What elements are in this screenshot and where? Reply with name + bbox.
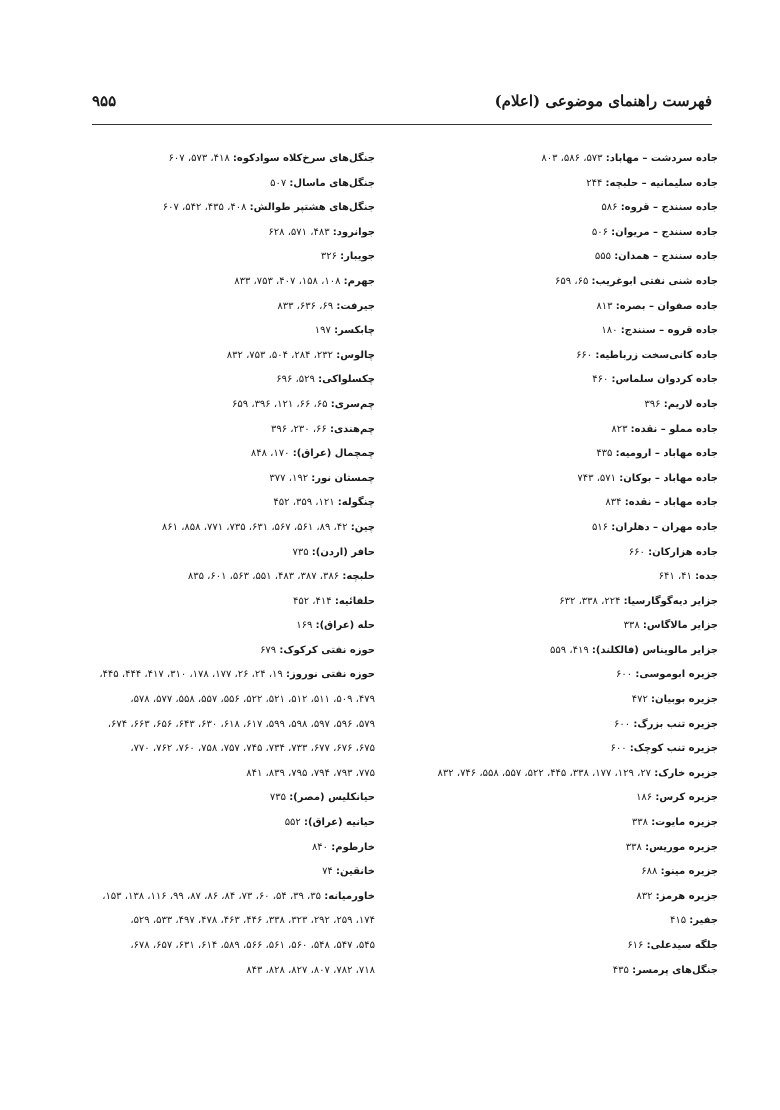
- index-entry: [393, 541, 718, 566]
- index-term: حوزه نفتی نوروز:: [285, 669, 375, 681]
- index-term: حوزه نفتی کرکوک:: [279, 644, 375, 656]
- index-term: جزیره کرس:: [655, 792, 718, 804]
- index-pages: ۳۸۶، ۳۸۷، ۴۸۳، ۵۵۱، ۵۶۳، ۶۰۱، ۸۳۵: [187, 571, 340, 583]
- page-number: ۹۵۵: [92, 92, 117, 110]
- index-pages: ۱۶۹: [296, 620, 313, 632]
- index-entry: [55, 147, 375, 172]
- index-pages: ۱۲۱، ۳۵۹، ۴۵۲: [273, 497, 335, 509]
- index-entry: [393, 836, 718, 861]
- index-pages: ۱۷۰، ۸۴۸: [250, 448, 290, 460]
- index-entry-continuation: ۴۷۹، ۵۰۹، ۵۱۱، ۵۱۲، ۵۲۱، ۵۲۲، ۵۵۶، ۵۵۷، ۵۵۸، ۵۷۷، ۵۷۸،: [130, 694, 375, 706]
- index-pages: ۴۸۳، ۵۷۱، ۶۲۸: [268, 226, 330, 238]
- index-term: جاده سردشت – مهاباد:: [605, 153, 718, 164]
- index-pages: ۶۶، ۲۳۰، ۳۹۶: [270, 423, 327, 435]
- index-entry: [55, 467, 375, 492]
- index-term: جنگل‌های هشتپر طوالش:: [249, 202, 375, 214]
- index-term: جزایر مالاگاس:: [642, 620, 718, 632]
- index-pages: ۸۲۳: [611, 423, 628, 435]
- index-entry: [55, 590, 375, 615]
- index-term: چم‌سری:: [330, 398, 375, 410]
- index-pages: ۸۱۳: [596, 300, 613, 312]
- index-pages: ۶۷۹: [260, 644, 277, 656]
- index-pages: ۶۱۶: [627, 940, 644, 951]
- index-term: جاده سنندج – مریوان:: [611, 226, 718, 238]
- index-term: جاده مهاباد – نقده:: [624, 497, 718, 509]
- index-pages: ۲۷، ۱۲۹، ۱۷۷، ۳۳۸، ۴۴۵، ۵۲۲، ۵۵۷، ۵۵۸، ۷۴۶، ۸۳۲: [437, 767, 652, 779]
- index-entry: [55, 393, 375, 418]
- index-term: خارطوم:: [331, 841, 375, 853]
- index-entry: [393, 590, 718, 615]
- index-entry: [55, 516, 375, 541]
- index-entry: [55, 221, 375, 246]
- running-title: فهرست راهنمای موضوعی (اعلام): [494, 92, 712, 110]
- index-entry: [55, 196, 375, 221]
- page-header: [92, 88, 712, 125]
- index-entry: [55, 836, 375, 861]
- index-entry: [393, 393, 718, 418]
- index-pages: ۴۷۲: [631, 694, 648, 706]
- index-term: چنگوله:: [337, 497, 375, 509]
- index-pages: ۶۰۰: [614, 718, 631, 730]
- index-term: حیانیه (عراق):: [304, 817, 375, 829]
- index-pages: ۳۵، ۳۹، ۵۴، ۶۰، ۷۳، ۸۴، ۸۶، ۸۷، ۹۹، ۱۱۶، ۱۳۸، ۱۵۳،: [102, 890, 322, 902]
- index-pages: ۴۳۵: [612, 964, 629, 976]
- index-entry: [393, 491, 718, 516]
- index-term: جاده مهاباد – ارومیه:: [615, 448, 718, 460]
- index-pages: ۵۸۶: [601, 202, 618, 214]
- index-entry: [393, 885, 718, 910]
- index-entry: [393, 516, 718, 541]
- index-term: جاده هزارکان:: [648, 546, 718, 558]
- index-entry-continuation: ۵۴۵، ۵۴۷، ۵۴۸، ۵۶۰، ۵۶۱، ۵۶۶، ۵۸۹، ۶۱۴، ۶۳۱، ۶۵۷، ۶۷۸،: [130, 940, 375, 951]
- index-entry: [393, 147, 718, 172]
- index-pages: ۲۳۲، ۲۸۴، ۵۰۴، ۷۵۳، ۸۳۲: [226, 349, 334, 361]
- index-entry: [55, 786, 375, 811]
- index-entry: [393, 196, 718, 221]
- index-pages: ۳۳۸: [631, 817, 648, 829]
- index-pages: ۳۳۸: [623, 620, 640, 632]
- index-entry: [55, 270, 375, 295]
- index-entry: [393, 713, 718, 738]
- index-pages: ۵۵۲: [284, 817, 301, 829]
- index-pages: ۶۶۰: [576, 349, 593, 361]
- index-entry: [393, 811, 718, 836]
- index-entry: [393, 639, 718, 664]
- index-term: حلبچه:: [342, 571, 375, 583]
- index-term: جاده مملو – نقده:: [630, 423, 718, 435]
- index-term: جنگل‌های ماسال:: [289, 177, 375, 189]
- index-pages: ۱۸۶: [636, 792, 653, 804]
- index-entry-continuation: ۱۷۴، ۲۵۹، ۲۹۲، ۳۲۳، ۳۳۸، ۴۴۶، ۴۶۳، ۴۷۸، ۴۹۷، ۵۳۳، ۵۲۹،: [130, 915, 375, 927]
- index-term: جزیره هرمز:: [655, 890, 718, 902]
- index-term: جزیره خارک:: [654, 767, 718, 779]
- index-pages: ۱۸۰: [601, 325, 618, 337]
- index-entry: [55, 811, 375, 836]
- index-entry: [393, 442, 718, 467]
- index-term: جزیره بوبیان:: [651, 694, 718, 706]
- index-entry: [55, 172, 375, 197]
- index-entry-continuation: ۶۷۵، ۶۷۶، ۶۷۷، ۷۳۳، ۷۳۴، ۷۴۵، ۷۵۷، ۷۵۸، ۷۶۰، ۷۶۲، ۷۷۰،: [130, 743, 375, 755]
- index-term: جاده شنی نفتی ابوغریب:: [591, 275, 718, 287]
- index-pages: ۳۲۶: [320, 251, 337, 263]
- index-pages: ۱۹، ۲۴، ۲۶، ۱۷۷، ۱۷۸، ۳۱۰، ۴۱۷، ۴۴۴، ۴۴۵،: [99, 669, 283, 681]
- index-entry: [55, 319, 375, 344]
- index-entry: [393, 344, 718, 369]
- index-entry: [393, 909, 718, 934]
- index-term: چم‌هندی:: [329, 423, 375, 435]
- index-pages: ۲۲۴، ۳۳۸، ۶۳۲: [559, 595, 621, 607]
- index-pages: ۵۵۵: [594, 251, 611, 263]
- index-pages: ۶۰۰: [610, 743, 627, 755]
- index-pages: ۵۰۶: [591, 226, 608, 238]
- index-term: جاده سلیمانیه – حلبچه:: [605, 177, 718, 189]
- index-term: جاده کانی‌سخت زرباطیه:: [595, 349, 718, 361]
- index-term: جاده صفوان – بصره:: [615, 300, 718, 312]
- index-term: جویبار:: [340, 251, 375, 263]
- index-pages: ۵۷۳، ۵۸۶، ۸۰۳: [541, 153, 603, 164]
- index-term: جلگه سیدعلی:: [646, 940, 718, 951]
- index-entry: [55, 860, 375, 885]
- index-pages: ۳۹۶: [644, 398, 661, 410]
- index-pages: ۵۷۱، ۷۴۳: [577, 472, 617, 484]
- index-pages: ۴۳۵: [596, 448, 613, 460]
- index-entry: [393, 934, 718, 959]
- index-entry: [55, 885, 375, 910]
- index-entry: [55, 295, 375, 320]
- index-term: جیرفت:: [336, 300, 375, 312]
- index-term: خانقین:: [336, 866, 375, 878]
- index-entry: [393, 270, 718, 295]
- index-entry: [393, 614, 718, 639]
- index-term: چالوس:: [336, 349, 375, 361]
- index-entry: [393, 245, 718, 270]
- index-term: جاده سنندج – همدان:: [614, 251, 718, 263]
- index-term: چکسلواکی:: [318, 374, 375, 386]
- index-term: چمستان نور:: [311, 472, 375, 484]
- index-entry: [393, 368, 718, 393]
- index-pages: ۴۱۴، ۴۵۲: [293, 595, 332, 607]
- index-entry: [393, 860, 718, 885]
- index-entry: [55, 639, 375, 664]
- index-term: جنگل‌های سرخ‌کلاه سوادکوه:: [232, 153, 375, 164]
- index-pages: ۴۱۸، ۵۷۳، ۶۰۷: [168, 153, 230, 164]
- index-entry: [393, 172, 718, 197]
- index-entry: [393, 319, 718, 344]
- index-entry: [393, 959, 718, 984]
- index-pages: ۴۲، ۸۹، ۵۶۱، ۵۶۷، ۶۳۱، ۷۳۵، ۷۷۱، ۸۵۸، ۸۶۱: [161, 521, 348, 533]
- index-pages: ۴۶۰: [592, 374, 609, 386]
- index-entry: [393, 688, 718, 713]
- index-entry-continuation: ۷۱۸، ۷۸۲، ۸۰۷، ۸۲۷، ۸۲۸، ۸۴۳: [246, 964, 375, 976]
- index-pages: ۲۴۴: [586, 177, 603, 189]
- index-term: چین:: [350, 521, 375, 533]
- index-term: جاده کردوان سلماس:: [611, 374, 718, 386]
- index-term: حافر (اردن):: [311, 546, 375, 558]
- index-term: جوانرود:: [332, 226, 375, 238]
- index-pages: ۶۵، ۶۶، ۱۲۱، ۳۹۶، ۶۵۹: [232, 398, 328, 410]
- index-entry: [55, 565, 375, 590]
- index-term: حله (عراق):: [315, 620, 375, 632]
- index-pages: ۵۱۶: [591, 521, 609, 533]
- index-term: جزایر دیه‌گوگارسیا:: [623, 595, 718, 607]
- index-entry: [55, 418, 375, 443]
- index-entry: [55, 491, 375, 516]
- index-term: چابکسر:: [334, 325, 375, 337]
- index-term: جزیره ابوموسی:: [635, 669, 718, 681]
- index-term: جهرم:: [343, 275, 375, 287]
- index-entry: [55, 541, 375, 566]
- index-pages: ۱۹۷: [314, 325, 331, 337]
- index-pages: ۸۳۴: [605, 497, 622, 509]
- index-term: حلفائیه:: [334, 595, 375, 607]
- index-pages: ۸۴۰: [311, 841, 329, 853]
- index-term: حیانکلیس (مصر):: [289, 792, 375, 804]
- index-column-right: [393, 147, 718, 983]
- index-entry-continuation: ۷۷۵، ۷۹۳، ۷۹۴، ۷۹۵، ۸۳۹، ۸۴۱: [246, 767, 375, 779]
- index-column-left: [55, 147, 375, 983]
- index-entry: [55, 245, 375, 270]
- index-entry: [393, 663, 718, 688]
- index-pages: ۴۱، ۶۴۱: [658, 571, 692, 583]
- index-entry: [55, 442, 375, 467]
- index-entry: [393, 762, 718, 787]
- index-pages: ۶۸۸: [641, 866, 658, 878]
- index-pages: ۴۱۵: [669, 915, 687, 927]
- index-pages: ۶۶۰: [628, 546, 645, 558]
- index-term: جزیره مینو:: [660, 866, 718, 878]
- index-term: جزیره تنب بزرگ:: [633, 718, 718, 730]
- index-pages: ۶۹، ۶۳۶، ۸۳۳: [277, 300, 334, 312]
- index-pages: ۶۵، ۶۵۹: [555, 275, 589, 287]
- index-term: جاده قروه – سنندج:: [620, 325, 718, 337]
- index-pages: ۴۱۹، ۵۵۹: [550, 644, 589, 656]
- index-term: جده:: [695, 571, 718, 583]
- index-entry-continuation: ۵۷۹، ۵۹۶، ۵۹۷، ۵۹۸، ۵۹۹، ۶۱۷، ۶۱۸، ۶۳۰، ۶۴۳، ۶۵۶، ۶۶۳، ۶۷۴،: [107, 718, 375, 730]
- index-pages: ۷۳۵: [269, 792, 286, 804]
- index-pages: ۳۳۸: [625, 841, 642, 853]
- index-pages: ۵۲۹، ۶۹۶: [276, 374, 315, 386]
- index-entry: [55, 663, 375, 688]
- index-pages: ۱۹۲، ۳۷۷: [269, 472, 309, 484]
- index-pages: ۴۰۸، ۴۳۵، ۵۴۲، ۶۰۷: [162, 202, 247, 214]
- index-term: جاده مهاباد – بوکان:: [619, 472, 718, 484]
- index-term: جفیر:: [689, 915, 718, 927]
- index-entry: [393, 467, 718, 492]
- index-pages: ۶۰۰: [616, 669, 633, 681]
- index-term: جزیره موریس:: [645, 841, 718, 853]
- index-entry: [393, 786, 718, 811]
- index-entry: [393, 418, 718, 443]
- index-term: جاده لاریم:: [663, 398, 718, 410]
- index-pages: ۷۴: [322, 866, 333, 878]
- index-entry: [393, 295, 718, 320]
- index-pages: ۸۳۲: [636, 890, 653, 902]
- index-entry: [55, 614, 375, 639]
- index-pages: ۵۰۷: [270, 177, 287, 189]
- index-pages: ۷۳۵: [292, 546, 309, 558]
- index-term: جزیره تنب کوچک:: [629, 743, 718, 755]
- index-term: جاده سنندج – قروه:: [620, 202, 718, 214]
- index-term: خاورمیانه:: [324, 890, 375, 902]
- index-entry: [55, 344, 375, 369]
- index-entry: [393, 737, 718, 762]
- index-term: چمچمال (عراق):: [292, 448, 375, 460]
- index-entry: [393, 221, 718, 246]
- index-term: جاده مهران – دهلران:: [611, 521, 718, 533]
- index-entry: [393, 565, 718, 590]
- index-entry: [55, 368, 375, 393]
- index-term: جزایر مالویناس (فالکلند):: [591, 644, 718, 656]
- index-term: جزیره مایوت:: [651, 817, 718, 829]
- index-pages: ۱۰۸، ۱۵۸، ۴۰۷، ۷۵۳، ۸۳۳: [234, 275, 341, 287]
- index-term: جنگل‌های پرمسر:: [632, 964, 718, 976]
